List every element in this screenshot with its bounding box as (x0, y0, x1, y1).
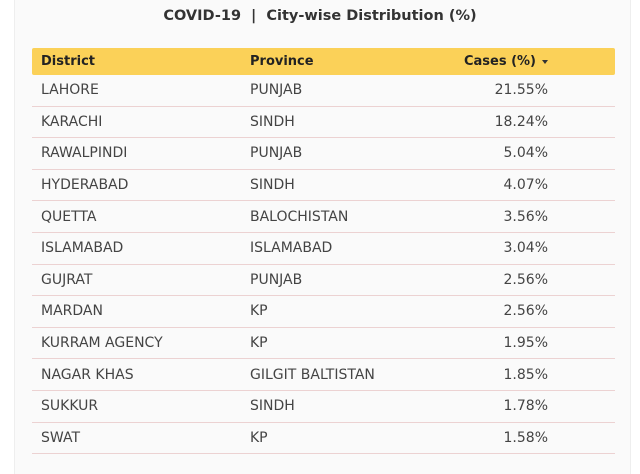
caret-down-icon (542, 60, 548, 64)
cell-province: PUNJAB (250, 271, 303, 288)
table-row (32, 328, 615, 360)
table-row (32, 233, 615, 265)
cell-district: ISLAMABAD (41, 240, 124, 257)
cell-district: GUJRAT (41, 271, 93, 288)
cell-province: ISLAMABAD (250, 240, 333, 257)
cell-cases: 3.56% (503, 208, 548, 225)
cell-province: PUNJAB (250, 145, 303, 162)
cell-province: GILGIT BALTISTAN (250, 366, 375, 383)
page-title (0, 8, 640, 24)
header-province[interactable]: Province (250, 54, 314, 69)
table-row (32, 75, 615, 107)
distribution-table (32, 48, 615, 454)
cell-district: HYDERABAD (41, 177, 129, 194)
cell-province: KP (250, 429, 268, 446)
title-left: COVID-19 (163, 8, 242, 24)
cell-district: SUKKUR (41, 398, 99, 415)
cell-province: KP (250, 335, 268, 352)
cell-province: KP (250, 303, 268, 320)
cell-cases: 18.24% (494, 113, 548, 130)
table-row (32, 107, 615, 139)
cell-province: PUNJAB (250, 82, 303, 99)
cell-cases: 5.04% (503, 145, 548, 162)
cell-cases: 1.85% (503, 366, 548, 383)
cell-province: SINDH (250, 177, 295, 194)
cell-province: SINDH (250, 113, 295, 130)
cell-cases: 4.07% (503, 177, 548, 194)
cell-province: BALOCHISTAN (250, 208, 349, 225)
table-row (32, 265, 615, 297)
cell-province: SINDH (250, 398, 295, 415)
header-cases-label: Cases (%) (463, 54, 536, 69)
table-body (32, 75, 615, 454)
table-row (32, 201, 615, 233)
cell-cases: 3.04% (503, 240, 548, 257)
title-right: City-wise Distribution (%) (266, 8, 477, 24)
cell-district: MARDAN (41, 303, 103, 320)
cell-cases: 2.56% (503, 303, 548, 320)
table-row (32, 170, 615, 202)
cell-district: NAGAR KHAS (41, 366, 134, 383)
cell-cases: 21.55% (494, 82, 548, 99)
header-district[interactable]: District (41, 54, 95, 69)
table-header (32, 48, 615, 75)
table-row (32, 423, 615, 455)
cell-district: LAHORE (41, 82, 99, 99)
cell-district: KURRAM AGENCY (41, 335, 163, 352)
cell-cases: 1.78% (503, 398, 548, 415)
cell-cases: 1.58% (503, 429, 548, 446)
table-row (32, 296, 615, 328)
table-row (32, 359, 615, 391)
cell-district: KARACHI (41, 113, 103, 130)
cell-district: RAWALPINDI (41, 145, 128, 162)
title-separator: | (251, 8, 257, 24)
cell-cases: 1.95% (503, 335, 548, 352)
cell-cases: 2.56% (503, 271, 548, 288)
header-cases[interactable] (460, 54, 548, 69)
table-row (32, 138, 615, 170)
table-row (32, 391, 615, 423)
cell-district: SWAT (41, 429, 81, 446)
cell-district: QUETTA (41, 208, 97, 225)
